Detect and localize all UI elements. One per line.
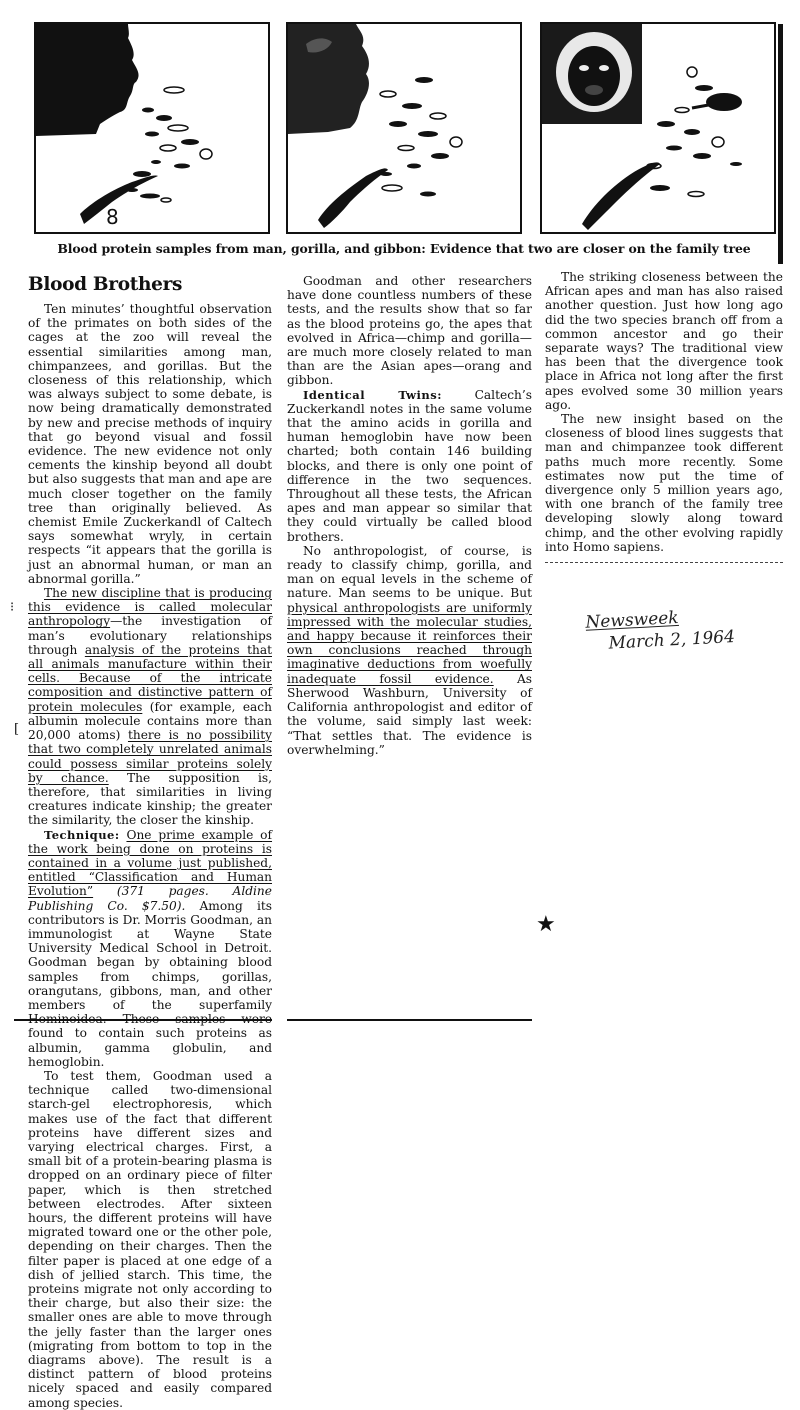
book-details: (371 pages. Aldine Publishing Co. $7.50). bbox=[28, 884, 272, 913]
section-runin-technique: Technique: bbox=[44, 827, 120, 842]
paragraph-1: Ten minutes’ thoughtful observation of the primates on both sides of the cages at the zoo will reveal the essential similarities among man, chimpanzees, and gorillas. But the closeness of this relationship, which was always subject to some debate, is now being dramatically demonstrated by new and precise methods of inquiry that go beyond visual and fossil evidence. The new evidence not only cements the kinship beyond all doubt but also suggests that man and ape are much closer together on the family tree than originally believed. As chemist Emile Zuckerkandl of Caltech says somewhat wryly, in certain respects “it appears that the gorilla is just an abnormal human, or man an abnormal gorilla.” bbox=[28, 302, 272, 586]
paragraph-text: Caltech’s Zuckerkandl notes in the same volume that the amino acids in gorilla and human hemoglobin have now been charted; both contain 146 building blocks, and there is only one point of difference in the two sequences. Throughout all these tests, the African apes and man appear so similar that they could virtually be called blood brothers. bbox=[287, 387, 532, 544]
paragraph-text: —the investigation of man’s evolutionary relationships through bbox=[28, 614, 272, 657]
paragraph-text: No anthropologist, of course, is ready to classify chimp, gorilla, and man on equal levels in the scheme of nature. Man seems to be unique. But bbox=[287, 543, 532, 601]
underlined-text: analysis of the proteins that all animals manufacture within their cells. Because of the intricate composition and distinctive pattern of protein molecules bbox=[28, 642, 272, 714]
article-column-3 bbox=[545, 270, 783, 563]
paragraph-text: Among its contributors is Dr. Morris Goodman, an immunologist at Wayne State University Medical School in Detroit. Goodman began by obtaining blood samples from chimps, gorillas, orangutans, gibbons, man, and other members of the superfamily found to contain such proteins as albumin, gamma globulin, and hemoglobin. bbox=[28, 898, 272, 1069]
figure-panel-gibbon bbox=[540, 22, 776, 234]
bottom-rule-col2 bbox=[287, 1019, 532, 1021]
electrophoresis-diagram-gorilla bbox=[288, 24, 520, 232]
paragraph-3 bbox=[28, 828, 272, 1069]
paragraph-8: The striking closeness between the African apes and man has also raised another question. Just how long ago did the two species branch off from a common ancestor and go their separate ways? The traditional view has been that the divergence took place in Africa not long after the first apes evolved some 30 million years ago. bbox=[545, 270, 783, 412]
svg-text:8: 8 bbox=[106, 205, 119, 229]
margin-bracket-icon: [ bbox=[14, 722, 20, 737]
handwritten-date: March 2, 1964 bbox=[608, 627, 736, 654]
paragraph-text: The supposition is, therefore, that similarities in living creatures indicate kinship; the greater the similarity, the closer the kinship. bbox=[28, 770, 272, 828]
paragraph-text: (for example, each albumin molecule contains more than 20,000 atoms) bbox=[28, 699, 272, 743]
margin-bracket-icon: ⁝ bbox=[10, 600, 15, 615]
electrophoresis-diagram-man bbox=[36, 24, 268, 232]
page-edge-rule bbox=[778, 24, 783, 264]
underlined-text: physical anthropologists are uniformly impressed with the molecular studies, and happy because it reinforces their own conclusions reached through imaginative deductions from woefully inadequate fossil evidence. bbox=[287, 600, 532, 686]
paragraph-6 bbox=[287, 388, 532, 544]
figure-caption: Blood protein samples from man, gorilla, and gibbon: Evidence that two are closer on the family tree bbox=[57, 241, 751, 256]
handwritten-publication: Newsweek bbox=[584, 607, 680, 633]
article-column-2 bbox=[287, 274, 532, 757]
paragraph-4-start: To test them, Goodman used a technique called two-dimensional starch-gel electrophoresis, which makes use of the fact that different proteins have different sizes and varying electrical charges. First, a small bit of a protein-bearing plasma is dropped on an ordinary piece of filter paper, which is then stretched between electrodes. After sixteen hours, the different proteins will have migrated toward one or the other pole, depending on their charges. Then the filter paper is placed at one edge of a dish of jellied starch. This time, the proteins migrate not only according to their charge, but also their size: the smaller ones are able to move through the jelly faster than the larger ones (migrating from bottom to top in the diagrams above). The result is a distinct pattern of blood proteins nicely spaced and easily compared among species. bbox=[28, 1068, 272, 1410]
section-runin-identical-twins: Identical Twins: bbox=[303, 387, 442, 402]
underlined-text: there is no possibility that two completely unrelated animals could possess similar proteins solely by chance. bbox=[28, 728, 272, 785]
bottom-rule-col1 bbox=[14, 1019, 272, 1021]
paragraph-9: The new insight based on the closeness of blood lines suggests that man and chimpanzee took different paths much more recently. Some estimates now put the time of divergence only 5 million years ago, with one branch of the family tree developing slowly along toward chimp, and the other evolving rapidly into Homo sapiens. bbox=[545, 412, 783, 554]
article-column-1 bbox=[28, 274, 273, 1410]
paragraph-text: As Sherwood Washburn, University of California anthropologist and editor of the volume, said simply last week: “That settles that. The evidence is overwhelming.” bbox=[287, 671, 532, 757]
figure-panel-gorilla bbox=[286, 22, 522, 234]
electrophoresis-diagram-gibbon bbox=[542, 24, 774, 232]
article-headline: Blood Brothers bbox=[28, 274, 183, 295]
paragraph-7 bbox=[287, 544, 532, 757]
figure-panel-man bbox=[34, 22, 270, 234]
margin-star-icon: ★ bbox=[536, 912, 556, 937]
article-end-rule bbox=[545, 562, 783, 563]
handwritten-annotation bbox=[581, 604, 736, 656]
paragraph-5: Goodman and other researchers have done countless numbers of these tests, and the results show that so far as the blood proteins go, the apes that evolved in Africa—chimp and gorilla—are much more closely related to man than are the Asian apes—orang and gibbon. bbox=[287, 274, 532, 388]
underlined-text: One prime example of the work being done on proteins is contained in a volume just published, entitled “Classification and Human Evolution” bbox=[28, 827, 273, 899]
underlined-text: The new discipline that is producing this evidence is called molecular anthropology bbox=[28, 586, 272, 629]
paragraph-2 bbox=[28, 586, 272, 827]
